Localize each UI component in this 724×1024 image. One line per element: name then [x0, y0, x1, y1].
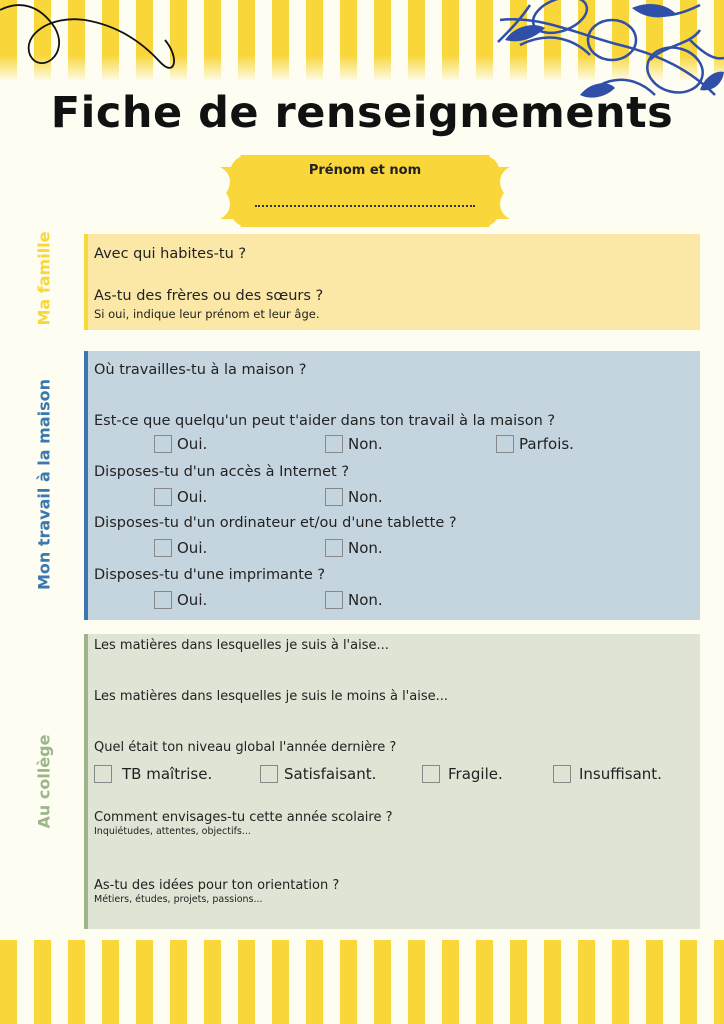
- bottom-stripes: [0, 940, 724, 1024]
- checkbox[interactable]: [325, 488, 343, 506]
- option-imprimante-oui[interactable]: [154, 591, 207, 609]
- section-label-famille-wrap: [28, 231, 60, 330]
- option-label: Non.: [348, 539, 383, 557]
- hint-orientation: Métiers, études, projets, passions...: [94, 894, 263, 905]
- checkbox[interactable]: [154, 488, 172, 506]
- section-label-college: Au collège: [34, 734, 54, 829]
- option-ordinateur-oui[interactable]: [154, 539, 207, 557]
- option-label: Oui.: [177, 488, 208, 506]
- question-imprimante: Disposes-tu d'une imprimante ?: [94, 567, 326, 583]
- option-tb-maitrise[interactable]: [94, 765, 212, 783]
- option-label: Oui.: [177, 591, 208, 609]
- option-satisfaisant[interactable]: [260, 765, 376, 783]
- question-matieres-moins-aise: Les matières dans lesquelles je suis le moins à l'aise...: [94, 689, 448, 704]
- name-box: [220, 155, 510, 227]
- lemon-leaves-icon: [505, 4, 724, 98]
- option-label: Non.: [348, 435, 383, 453]
- section-label-college-wrap: [28, 634, 60, 929]
- checkbox[interactable]: [154, 591, 172, 609]
- section-college: [84, 634, 700, 929]
- checkbox[interactable]: [154, 539, 172, 557]
- option-label: Satisfaisant.: [284, 765, 377, 783]
- section-travail: [84, 351, 700, 620]
- section-label-travail: Mon travail à la maison: [34, 378, 54, 591]
- option-label: TB maîtrise.: [122, 765, 213, 783]
- option-aide-oui[interactable]: [154, 435, 207, 453]
- question-habites: Avec qui habites-tu ?: [94, 246, 247, 262]
- option-label: Insuffisant.: [579, 765, 662, 783]
- option-internet-non[interactable]: [325, 488, 383, 506]
- option-ordinateur-non[interactable]: [325, 539, 383, 557]
- question-ou-travailles: Où travailles-tu à la maison ?: [94, 362, 307, 378]
- option-internet-oui[interactable]: [154, 488, 207, 506]
- checkbox[interactable]: [94, 765, 112, 783]
- option-label: Oui.: [177, 539, 208, 557]
- checkbox[interactable]: [325, 435, 343, 453]
- option-label: Non.: [348, 591, 383, 609]
- question-freres-soeurs: As-tu des frères ou des sœurs ?: [94, 288, 324, 304]
- hint-annee-scolaire: Inquiétudes, attentes, objectifs...: [94, 826, 251, 837]
- question-aide: Est-ce que quelqu'un peut t'aider dans ton travail à la maison ?: [94, 413, 556, 429]
- checkbox[interactable]: [260, 765, 278, 783]
- question-ordinateur: Disposes-tu d'un ordinateur et/ou d'une tablette ?: [94, 515, 457, 531]
- checkbox[interactable]: [325, 539, 343, 557]
- option-fragile[interactable]: [422, 765, 503, 783]
- checkbox[interactable]: [154, 435, 172, 453]
- option-aide-non[interactable]: [325, 435, 383, 453]
- section-famille: [84, 234, 700, 330]
- option-aide-parfois[interactable]: [496, 435, 574, 453]
- question-internet: Disposes-tu d'un accès à Internet ?: [94, 464, 350, 480]
- section-label-famille: Ma famille: [34, 231, 54, 326]
- checkbox[interactable]: [496, 435, 514, 453]
- swirl-line: [0, 5, 174, 68]
- section-label-travail-wrap: [28, 351, 60, 620]
- checkbox[interactable]: [553, 765, 571, 783]
- page-title: Fiche de renseignements: [50, 88, 674, 138]
- lemon-branch-illustration: [498, 0, 724, 98]
- option-imprimante-non[interactable]: [325, 591, 383, 609]
- name-input-line[interactable]: [255, 205, 475, 207]
- checkbox[interactable]: [325, 591, 343, 609]
- option-label: Non.: [348, 488, 383, 506]
- option-label: Parfois.: [519, 435, 574, 453]
- option-label: Fragile.: [448, 765, 503, 783]
- question-annee-scolaire: Comment envisages-tu cette année scolaire ?: [94, 810, 393, 825]
- question-niveau: Quel était ton niveau global l'année dernière ?: [94, 740, 397, 755]
- hint-freres-soeurs: Si oui, indique leur prénom et leur âge.: [94, 307, 320, 321]
- option-label: Oui.: [177, 435, 208, 453]
- question-matieres-aise: Les matières dans lesquelles je suis à l'aise...: [94, 638, 389, 653]
- checkbox[interactable]: [422, 765, 440, 783]
- option-insuffisant[interactable]: [553, 765, 662, 783]
- name-label: Prénom et nom: [308, 163, 422, 178]
- question-orientation: As-tu des idées pour ton orientation ?: [94, 878, 340, 893]
